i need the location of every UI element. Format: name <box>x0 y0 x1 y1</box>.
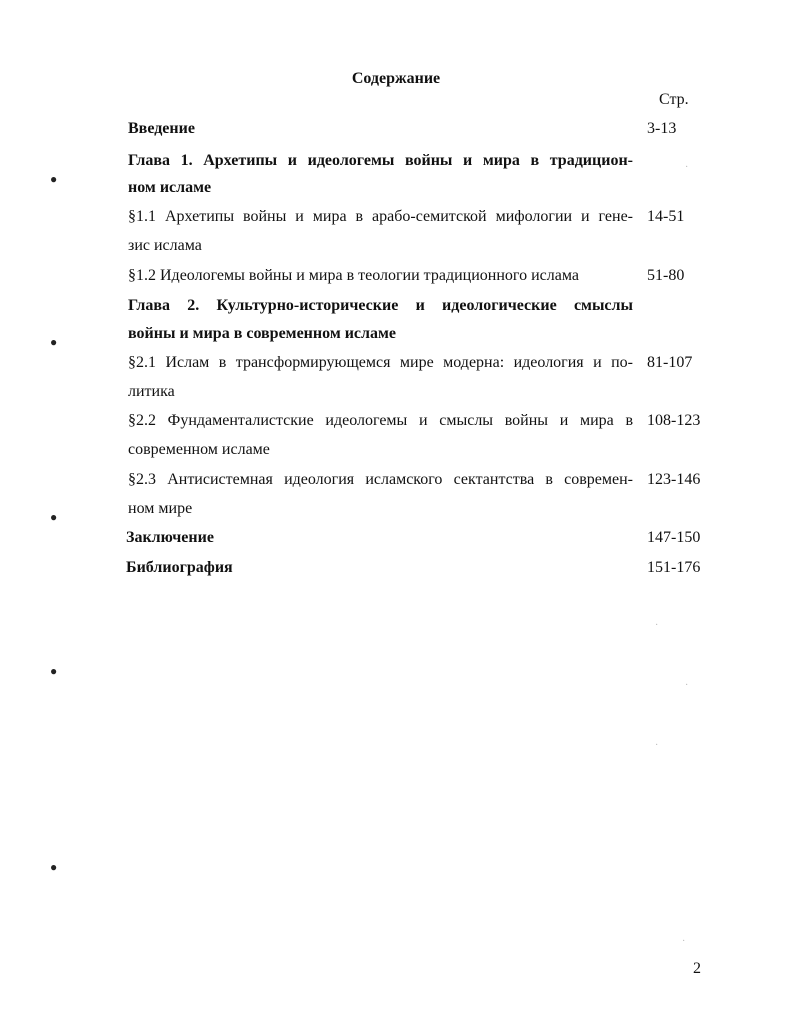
toc-entry-2-1: §2.1 Ислам в трансформирующемся мире модерна: идеология и по- <box>128 354 633 371</box>
page-title: Содержание <box>351 70 441 87</box>
toc-entry-bibliography: Библиография <box>126 559 233 576</box>
toc-entry-2-1-cont: литика <box>128 383 175 400</box>
toc-page-conclusion: 147-150 <box>647 529 701 546</box>
scan-speck-icon: · <box>655 620 659 631</box>
toc-entry-chapter1-cont: ном исламе <box>128 179 212 196</box>
toc-page-bibliography: 151-176 <box>647 559 701 576</box>
scan-speck-icon: ● <box>50 172 58 186</box>
toc-entry-chapter1: Глава 1. Архетипы и идеологемы войны и мира в традицион- <box>128 152 633 169</box>
toc-page-1-2: 51-80 <box>647 267 685 284</box>
toc-entry-chapter2: Глава 2. Культурно-исторические и идеологические смыслы <box>128 297 633 314</box>
scan-speck-icon: ● <box>50 860 58 874</box>
scan-speck-icon: · <box>685 162 689 173</box>
toc-entry-conclusion: Заключение <box>126 529 214 546</box>
page-column-header: Стр. <box>659 91 689 108</box>
scan-speck-icon: · <box>655 740 659 751</box>
toc-entry-1-2: §1.2 Идеологемы войны и мира в теологии традиционного ислама <box>128 267 579 284</box>
scan-speck-icon: · <box>685 680 689 691</box>
toc-page-intro: 3-13 <box>647 120 677 137</box>
toc-entry-2-2: §2.2 Фундаменталистские идеологемы и смыслы войны и мира в <box>128 412 633 429</box>
page-number: 2 <box>693 960 701 977</box>
toc-page-1-1: 14-51 <box>647 208 685 225</box>
toc-entry-1-1: §1.1 Архетипы войны и мира в арабо-семитской мифологии и гене- <box>128 208 633 225</box>
scan-speck-icon: ● <box>50 664 58 678</box>
toc-entry-2-3-cont: ном мире <box>128 500 193 517</box>
scan-speck-icon: ● <box>50 335 58 349</box>
toc-entry-chapter2-cont: войны и мира в современном исламе <box>128 325 397 342</box>
toc-page-2-2: 108-123 <box>647 412 701 429</box>
toc-entry-1-1-cont: зис ислама <box>128 237 202 254</box>
toc-entry-2-3: §2.3 Антисистемная идеология исламского сектантства в современ- <box>128 471 633 488</box>
toc-page-2-1: 81-107 <box>647 354 693 371</box>
toc-entry-intro: Введение <box>128 120 195 137</box>
toc-page-2-3: 123-146 <box>647 471 701 488</box>
scan-speck-icon: ● <box>50 510 58 524</box>
toc-entry-2-2-cont: современном исламе <box>128 441 270 458</box>
scan-speck-icon: · <box>682 936 686 947</box>
